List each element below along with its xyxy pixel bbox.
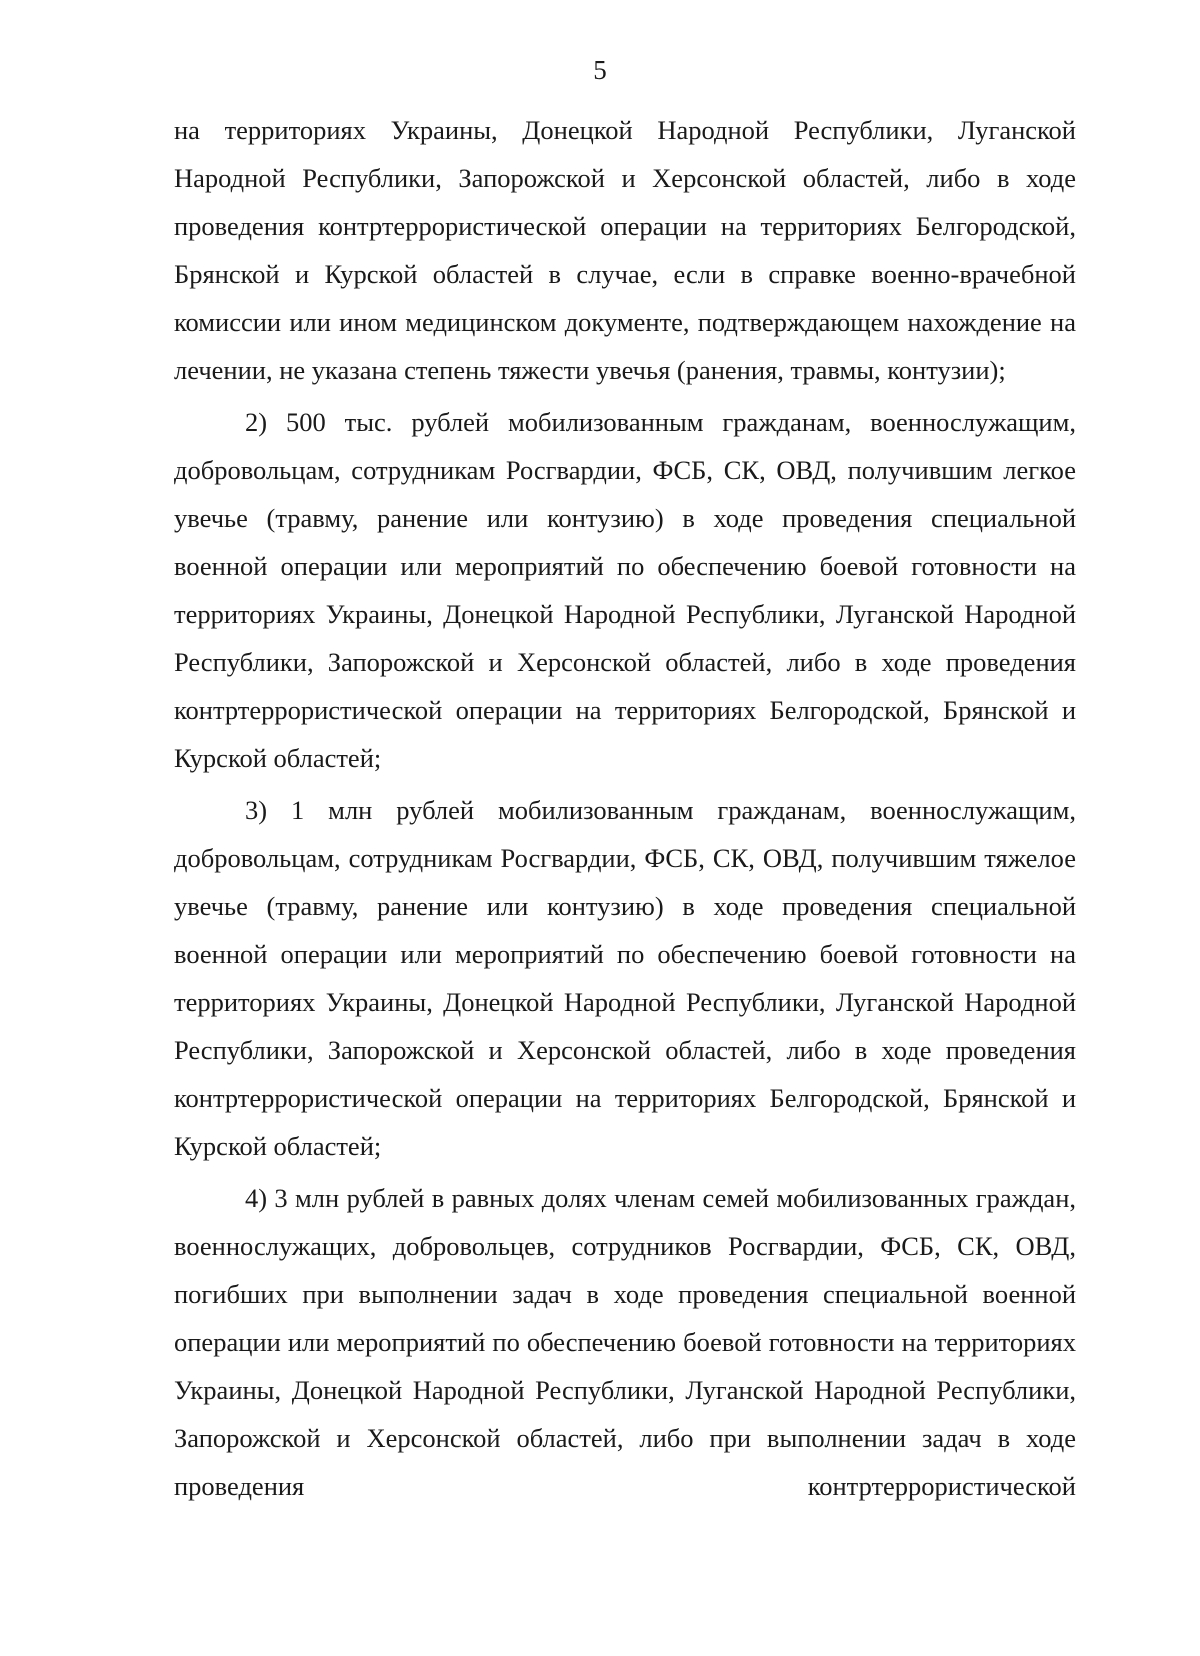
paragraph-item-2: 2) 500 тыс. рублей мобилизованным гражданам, военнослужащим, добровольцам, сотрудникам Росгвардии, ФСБ, СК, ОВД, получившим легкое увечье (травму, ранение или контузию) в ходе проведения специальной военной операции или мероприятий по обеспечению боевой готовности на территориях Украины, Донецкой Народной Республики, Луганской Народной Республики, Запорожской и Херсонской областей, либо в ходе проведения контртеррористической операции на территориях Белгородской, Брянской и Курской областей; xyxy=(174,407,1076,773)
document-body xyxy=(174,106,1076,1514)
paragraph-item-3: 3) 1 млн рублей мобилизованным гражданам, военнослужащим, добровольцам, сотрудникам Росгвардии, ФСБ, СК, ОВД, получившим тяжелое увечье (травму, ранение или контузию) в ходе проведения специальной военной операции или мероприятий по обеспечению боевой готовности на территориях Украины, Донецкой Народной Республики, Луганской Народной Республики, Запорожской и Херсонской областей, либо в ходе проведения контртеррористической операции на территориях Белгородской, Брянской и Курской областей; xyxy=(174,795,1076,1161)
paragraph-continuation: на территориях Украины, Донецкой Народной Республики, Луганской Народной Республики, Запорожской и Херсонской областей, либо в ходе проведения контртеррористической операции на территориях Белгородской, Брянской и Курской областей в случае, если в справке военно-врачебной комиссии или ином медицинском документе, подтверждающем нахождение на лечении, не указана степень тяжести увечья (ранения, травмы, контузии); xyxy=(174,115,1076,385)
page-number: 5 xyxy=(593,55,607,85)
paragraph-item-4: 4) 3 млн рублей в равных долях членам семей мобилизованных граждан, военнослужащих, добровольцев, сотрудников Росгвардии, ФСБ, СК, ОВД, погибших при выполнении задач в ходе проведения специальной военной операции или мероприятий по обеспечению боевой готовности на территориях Украины, Донецкой Народной Республики, Луганской Народной Республики, Запорожской и Херсонской областей, либо при выполнении задач в ходе проведения контртеррористической xyxy=(174,1183,1076,1501)
